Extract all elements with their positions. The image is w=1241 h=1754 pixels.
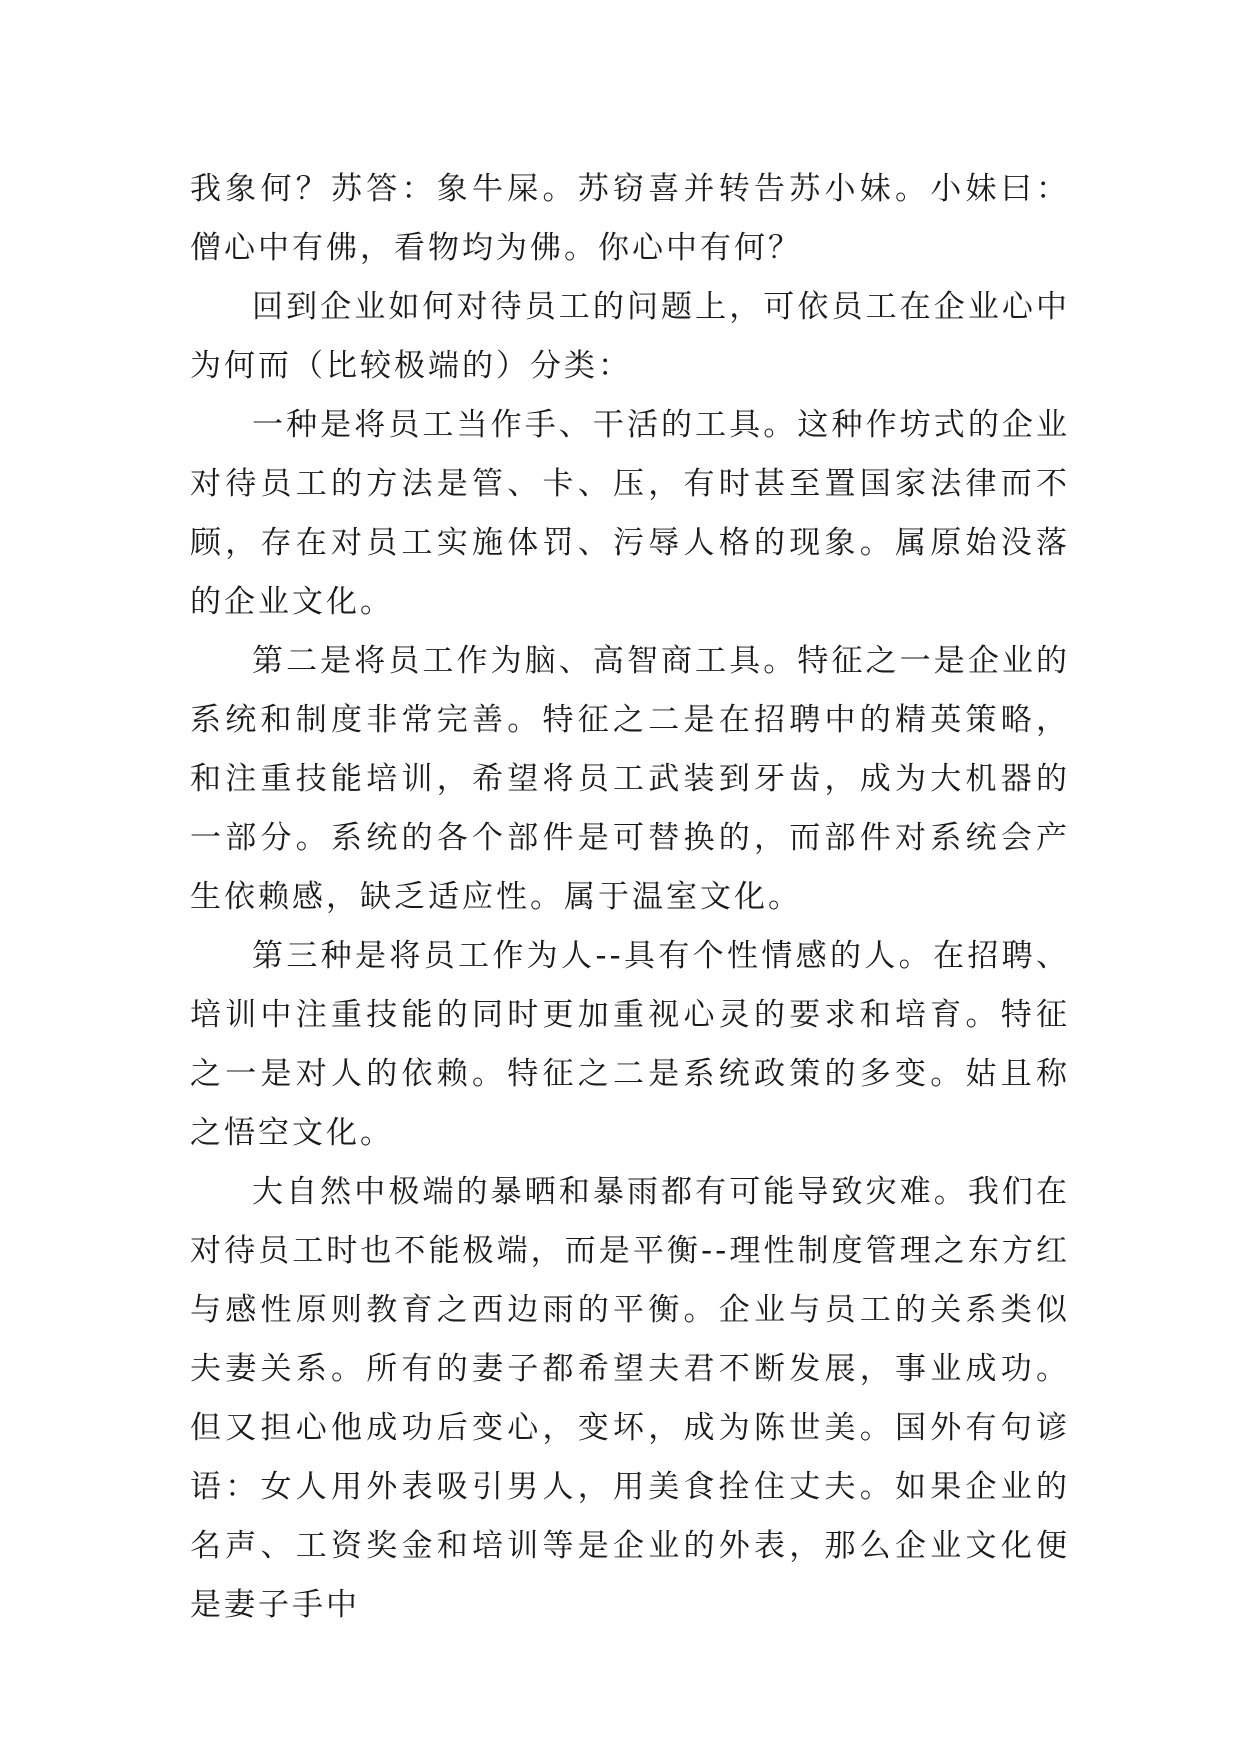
paragraph-1: 我象何？苏答：象牛屎。苏窃喜并转告苏小妹。小妹曰：僧心中有佛，看物均为佛。你心中有何？ (190, 171, 1070, 266)
paragraph-3: 一种是将员工当作手、干活的工具。这种作坊式的企业对待员工的方法是管、卡、压，有时甚至置国家法律而不顾，存在对员工实施体罚、污辱人格的现象。属原始没落的企业文化。 (190, 407, 1070, 620)
document-body (190, 160, 1070, 1635)
paragraph-4: 第二是将员工作为脑、高智商工具。特征之一是企业的系统和制度非常完善。特征之二是在招聘中的精英策略，和注重技能培训，希望将员工武装到牙齿，成为大机器的一部分。系统的各个部件是可替换的，而部件对系统会产生依赖感，缺乏适应性。属于温室文化。 (190, 643, 1070, 915)
paragraph-5: 第三种是将员工作为人--具有个性情感的人。在招聘、培训中注重技能的同时更加重视心灵的要求和培育。特征之一是对人的依赖。特征之二是系统政策的多变。姑且称之悟空文化。 (190, 938, 1070, 1151)
paragraph-6: 大自然中极端的暴晒和暴雨都有可能导致灾难。我们在对待员工时也不能极端，而是平衡--理性制度管理之东方红与感性原则教育之西边雨的平衡。企业与员工的关系类似夫妻关系。所有的妻子都希望夫君不断发展，事业成功。但又担心他成功后变心，变坏，成为陈世美。国外有句谚语：女人用外表吸引男人，用美食拴住丈夫。如果企业的名声、工资奖金和培训等是企业的外表，那么企业文化便是妻子手中 (190, 1174, 1070, 1623)
paragraph-2: 回到企业如何对待员工的问题上，可依员工在企业心中为何而（比较极端的）分类： (190, 289, 1070, 384)
